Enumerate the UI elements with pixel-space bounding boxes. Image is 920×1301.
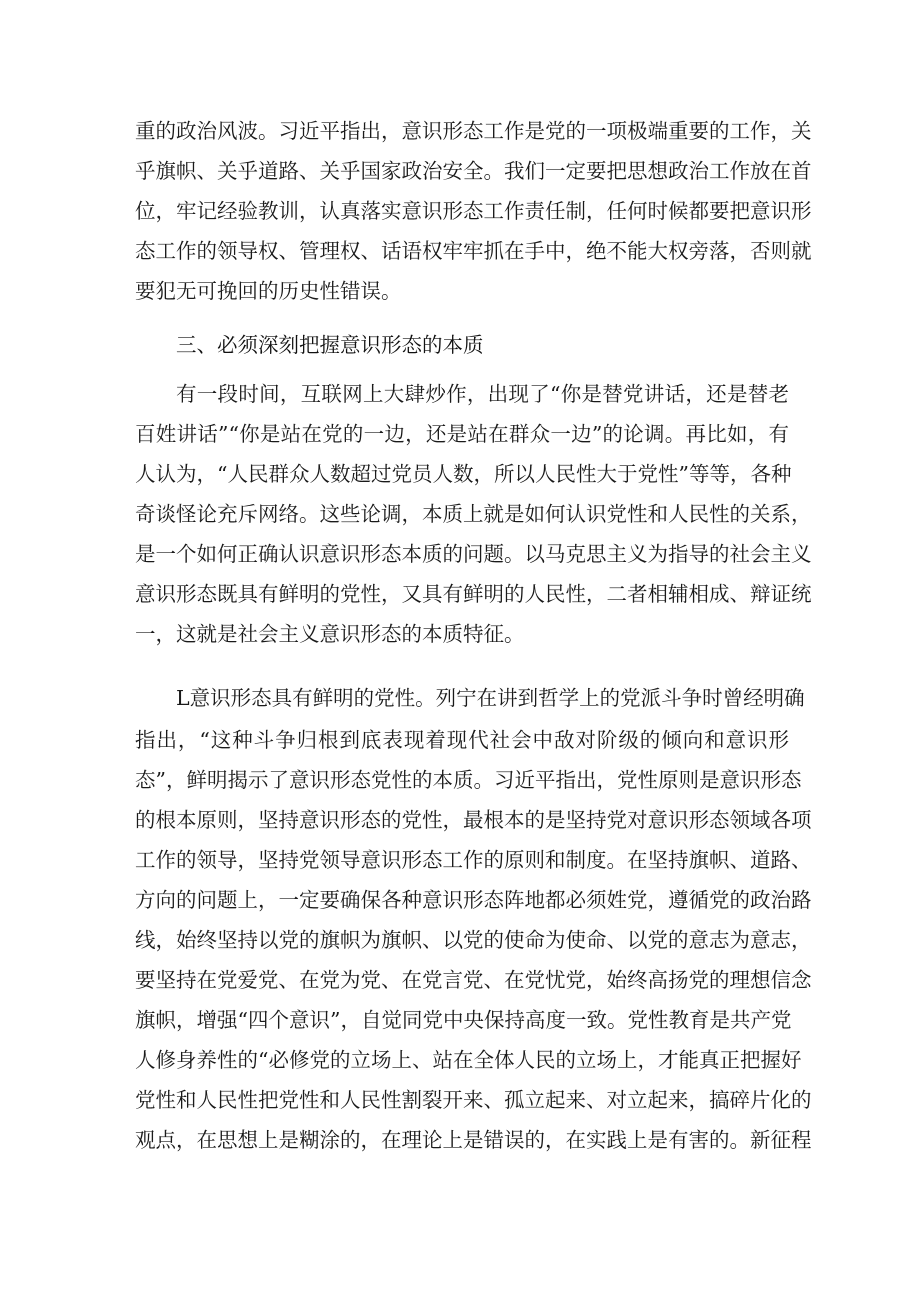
- paragraph-line: 态”，鲜明揭示了意识形态党性的本质。习近平指出，党性原则是意识形态: [135, 768, 802, 792]
- paragraph-line: 方向的问题上，一定要确保各种意识形态阵地都必须姓党，遵循党的政治路: [135, 888, 812, 912]
- paragraph-line: 要坚持在党爱党、在党为党、在党言党、在党忧党，始终高扬党的理想信念: [135, 968, 812, 992]
- paragraph-line: 的根本原则，坚持意识形态的党性，最根本的是坚持党对意识形态领域各项: [135, 808, 812, 832]
- paragraph-line: 人认为，“人民群众人数超过党员人数，所以人民性大于党性”等等，各种: [135, 462, 792, 486]
- paragraph-line: 观点，在思想上是糊涂的，在理论上是错误的，在实践上是有害的。新征程: [135, 1128, 812, 1152]
- paragraph-line: 党性和人民性把党性和人民性割裂开来、孤立起来、对立起来，搞碎片化的: [135, 1088, 812, 1112]
- paragraph-line: 指出，“这种斗争归根到底表现着现代社会中敌对阶级的倾向和意识形: [135, 728, 789, 752]
- paragraph-line: 线，始终坚持以党的旗帜为旗帜、以党的使命为使命、以党的意志为意志，: [135, 928, 812, 952]
- paragraph-line: 奇谈怪论充斥网络。这些论调，本质上就是如何认识党性和人民性的关系，: [135, 502, 812, 526]
- paragraph-line: 位，牢记经验教训，认真落实意识形态工作责任制，任何时候都要把意识形: [135, 199, 812, 223]
- section-heading: 三、必须深刻把握意识形态的本质: [176, 333, 484, 357]
- paragraph-line: 工作的领导，坚持党领导意识形态工作的原则和制度。在坚持旗帜、道路、: [135, 848, 812, 872]
- paragraph-line: 态工作的领导权、管理权、话语权牢牢抓在手中，绝不能大权旁落，否则就: [135, 239, 812, 263]
- paragraph-line: 旗帜，增强“四个意识”，自觉同党中央保持高度一致。党性教育是共产党: [135, 1008, 792, 1032]
- paragraph-line: 乎旗帜、关乎道路、关乎国家政治安全。我们一定要把思想政治工作放在首: [135, 159, 812, 183]
- paragraph-line: 有一段时间，互联网上大肆炒作，出现了“你是替党讲话，还是替老: [176, 382, 789, 406]
- paragraph-line: L意识形态具有鲜明的党性。列宁在讲到哲学上的党派斗争时曾经明确: [176, 686, 805, 710]
- paragraph-line: 一，这就是社会主义意识形态的本质特征。: [135, 622, 525, 646]
- paragraph-line: 重的政治风波。习近平指出，意识形态工作是党的一项极端重要的工作，关: [135, 119, 812, 143]
- paragraph-line: 百姓讲话”“你是站在党的一边，还是站在群众一边”的论调。再比如，有: [135, 422, 789, 446]
- paragraph-line: 要犯无可挽回的历史性错误。: [135, 279, 402, 303]
- paragraph-line: 意识形态既具有鲜明的党性，又具有鲜明的人民性，二者相辅相成、辩证统: [135, 582, 812, 606]
- paragraph-line: 是一个如何正确认识意识形态本质的问题。以马克思主义为指导的社会主义: [135, 542, 812, 566]
- paragraph-line: 人修身养性的“必修党的立场上、站在全体人民的立场上，才能真正把握好: [135, 1048, 802, 1072]
